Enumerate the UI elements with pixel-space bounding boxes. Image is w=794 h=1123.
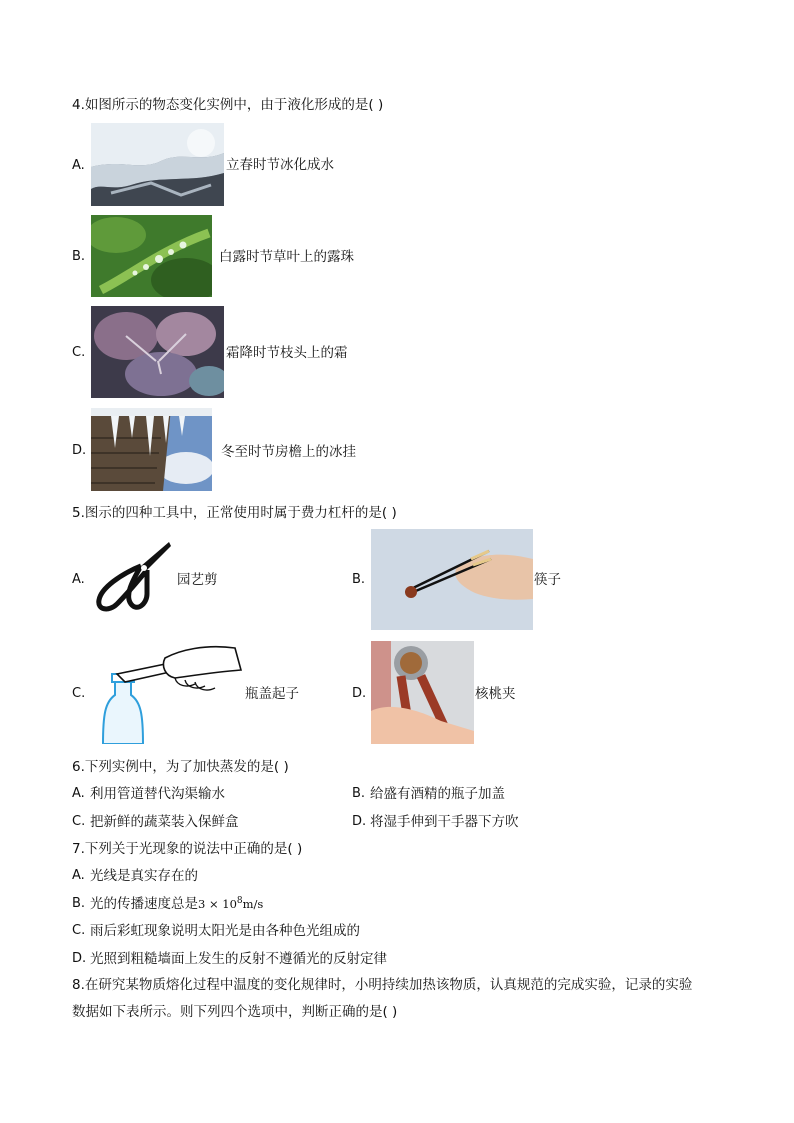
q7-option-d-letter: D. [72,951,87,966]
formula-unit: m/s [242,897,264,911]
q7-option-c-text: 雨后彩虹现象说明太阳光是由各种色光组成的 [90,923,360,939]
q4-option-d-text: 冬至时节房檐上的冰挂 [221,444,356,460]
formula-base: 3 × 10 [198,897,237,911]
q4-option-c-letter: C. [72,345,86,360]
q5-option-a-letter: A. [72,572,85,587]
question-6-stem: 6.下列实例中，为了加快蒸发的是( ) [72,759,289,775]
q4-option-a-letter: A. [72,158,85,173]
chopsticks-photo [371,529,533,630]
q6-option-a-text: 利用管道替代沟渠输水 [90,786,225,802]
q4-option-d-letter: D. [72,443,87,458]
q5-option-d-text: 核桃夹 [475,686,516,702]
q6-option-b-letter: B. [352,786,366,801]
question-8-stem-line2: 数据如下表所示。则下列四个选项中，判断正确的是( ) [72,1004,398,1020]
frost-on-leaves-photo [91,306,224,398]
q7-option-c-letter: C. [72,923,86,938]
light-speed-formula [198,897,263,911]
q5-option-d-letter: D. [352,686,367,701]
q4-option-b-text: 白露时节草叶上的露珠 [219,249,354,265]
q7-option-b-line [90,895,263,913]
q4-option-a-text: 立春时节冰化成水 [226,157,334,173]
q6-option-c-letter: C. [72,814,86,829]
garden-shears-illustration [91,538,173,615]
q6-option-b-text: 给盛有酒精的瓶子加盖 [370,786,505,802]
q4-option-b-letter: B. [72,249,86,264]
q6-option-a-letter: A. [72,786,85,801]
question-5-stem: 5.图示的四种工具中，正常使用时属于费力杠杆的是( ) [72,505,397,521]
q7-option-b-letter: B. [72,896,86,911]
q7-option-d-text: 光照到粗糙墙面上发生的反射不遵循光的反射定律 [90,951,387,967]
dew-on-grass-photo [91,215,212,297]
question-4-stem: 4.如图所示的物态变化实例中，由于液化形成的是( ) [72,97,384,113]
q5-option-c-letter: C. [72,686,86,701]
q7-option-a-text: 光线是真实存在的 [90,868,198,884]
question-7-stem: 7.下列关于光现象的说法中正确的是( ) [72,841,303,857]
q5-option-c-text: 瓶盖起子 [245,686,299,702]
bottle-opener-illustration [95,640,243,744]
icicles-on-eaves-photo [91,408,212,491]
question-8-stem-line1: 8.在研究某物质熔化过程中温度的变化规律时，小明持续加热该物质，认真规范的完成实验，记录的实验 [72,977,693,993]
q6-option-d-text: 将湿手伸到干手器下方吹 [370,814,519,830]
q5-option-a-text: 园艺剪 [177,572,218,588]
q6-option-d-letter: D. [352,814,367,829]
q7-option-a-letter: A. [72,868,85,883]
nutcracker-photo [371,641,474,744]
q5-option-b-letter: B. [352,572,366,587]
q5-option-b-text: 筷子 [534,572,561,588]
q6-option-c-text: 把新鲜的蔬菜装入保鲜盒 [90,814,239,830]
melting-ice-photo [91,123,224,206]
q4-option-c-text: 霜降时节枝头上的霜 [226,345,348,361]
q7-option-b-text: 光的传播速度总是 [90,896,198,912]
formula-exponent: 8 [236,896,243,907]
